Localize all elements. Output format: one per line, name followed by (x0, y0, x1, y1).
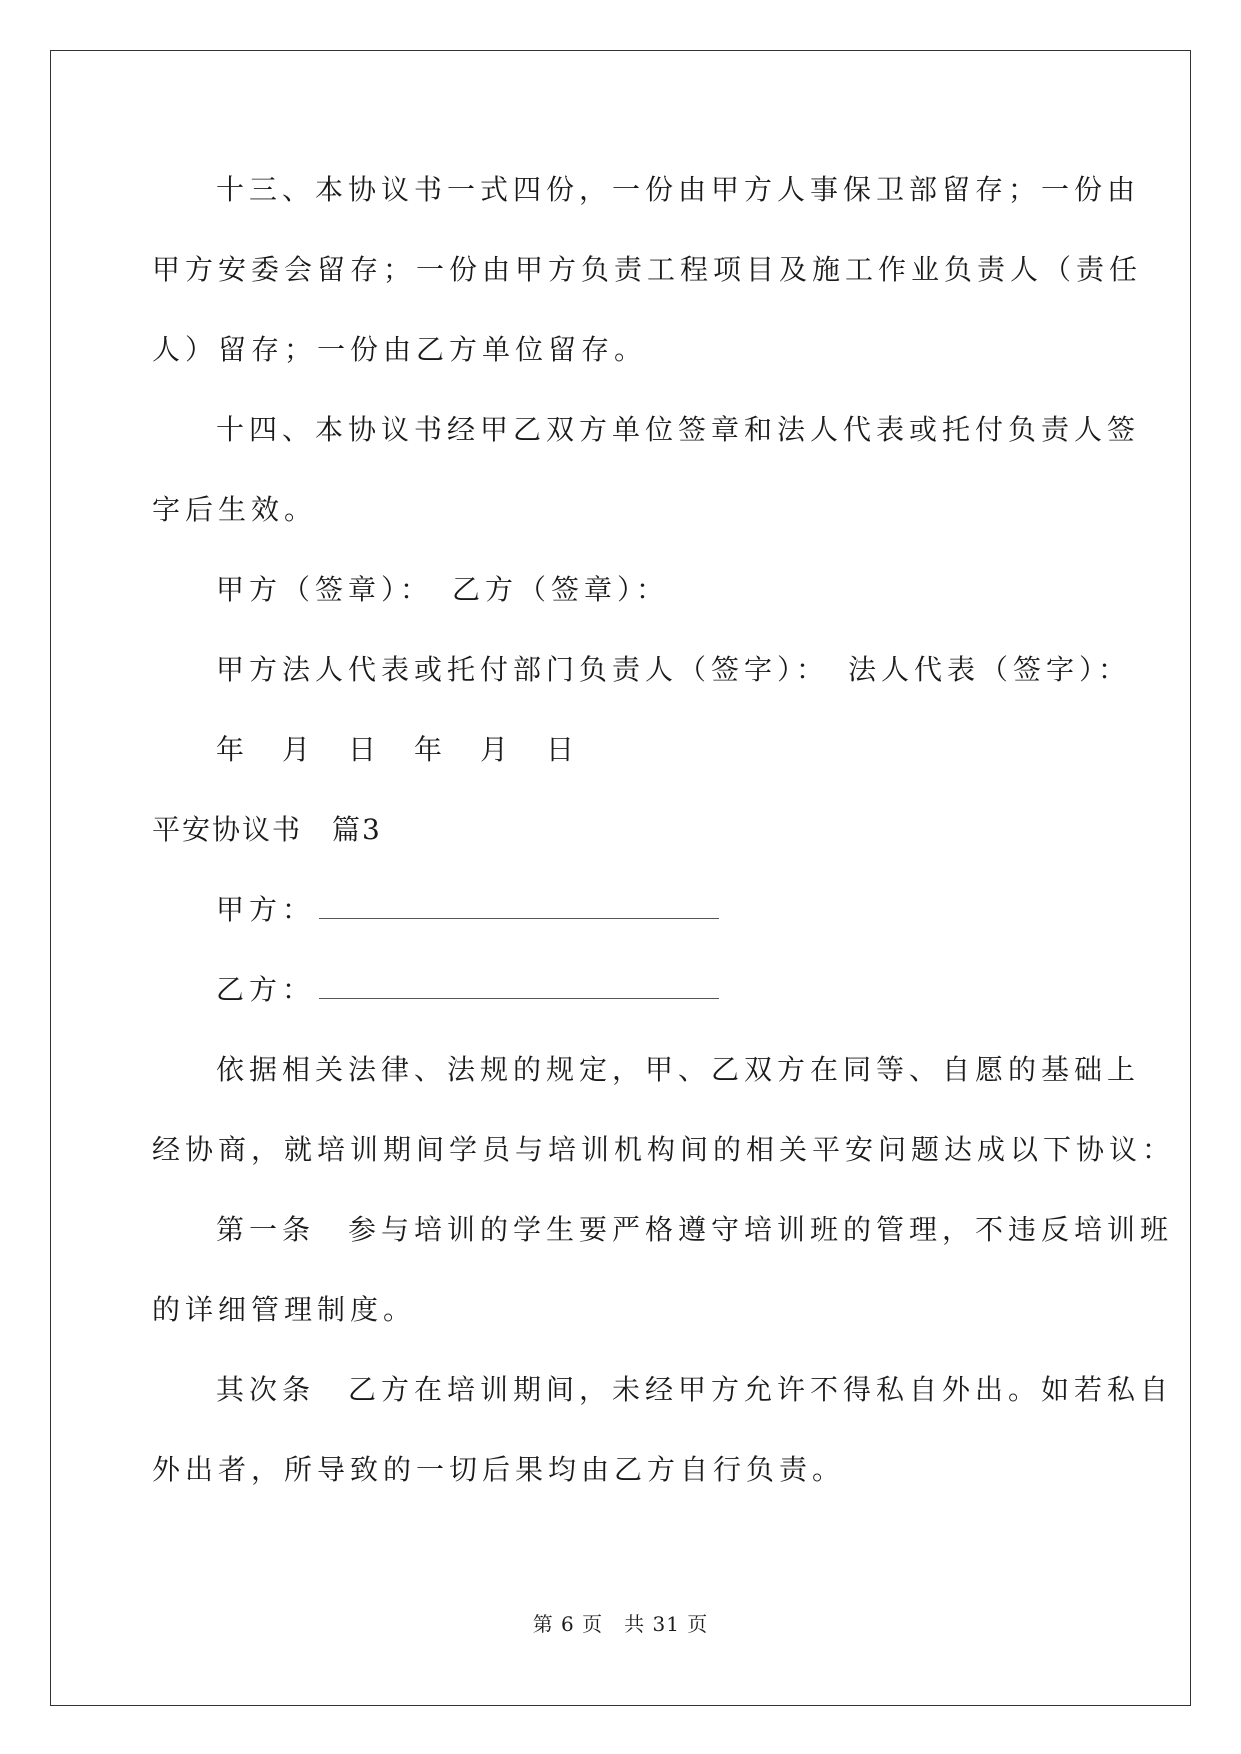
page-number-footer: 第 6 页 共 31 页 (532, 1612, 709, 1636)
party-b-label: 乙方： (216, 973, 316, 1006)
party-b-blank (319, 972, 719, 999)
seal-line: 甲方（签章）： 乙方（签章）： (216, 573, 670, 606)
signature-line: 甲方法人代表或托付部门负责人（签字）： 法人代表（签字）： (216, 653, 1132, 686)
article-2-line-2: 外出者，所导致的一切后果均由乙方自行负责。 (152, 1453, 846, 1486)
paragraph-13-line-1: 十三、本协议书一式四份，一份由甲方人事保卫部留存；一份由 (216, 173, 1141, 206)
intro-line-2: 经协商，就培训期间学员与培训机构间的相关平安问题达成以下协议： (152, 1133, 1176, 1166)
party-b-line (216, 970, 719, 1010)
article-1-line-1: 第一条 参与培训的学生要严格遵守培训班的管理，不违反培训班 (216, 1213, 1174, 1246)
paragraph-14-line-2: 字后生效。 (152, 493, 318, 526)
section-title: 平安协议书 篇3 (152, 813, 382, 846)
party-a-line (216, 890, 719, 930)
date-line: 年 月 日 年 月 日 (216, 733, 580, 766)
intro-line-1: 依据相关法律、法规的规定，甲、乙双方在同等、自愿的基础上 (216, 1053, 1141, 1086)
article-2-line-1: 其次条 乙方在培训期间，未经甲方允许不得私自外出。如若私自 (216, 1373, 1174, 1406)
party-a-label: 甲方： (216, 893, 316, 926)
paragraph-13-line-2: 甲方安委会留存；一份由甲方负责工程项目及施工作业负责人（责任 (152, 253, 1143, 286)
party-a-blank (319, 892, 719, 919)
paragraph-13-line-3: 人）留存；一份由乙方单位留存。 (152, 333, 648, 366)
article-1-line-2: 的详细管理制度。 (152, 1293, 417, 1326)
paragraph-14-line-1: 十四、本协议书经甲乙双方单位签章和法人代表或托付负责人签 (216, 413, 1141, 446)
